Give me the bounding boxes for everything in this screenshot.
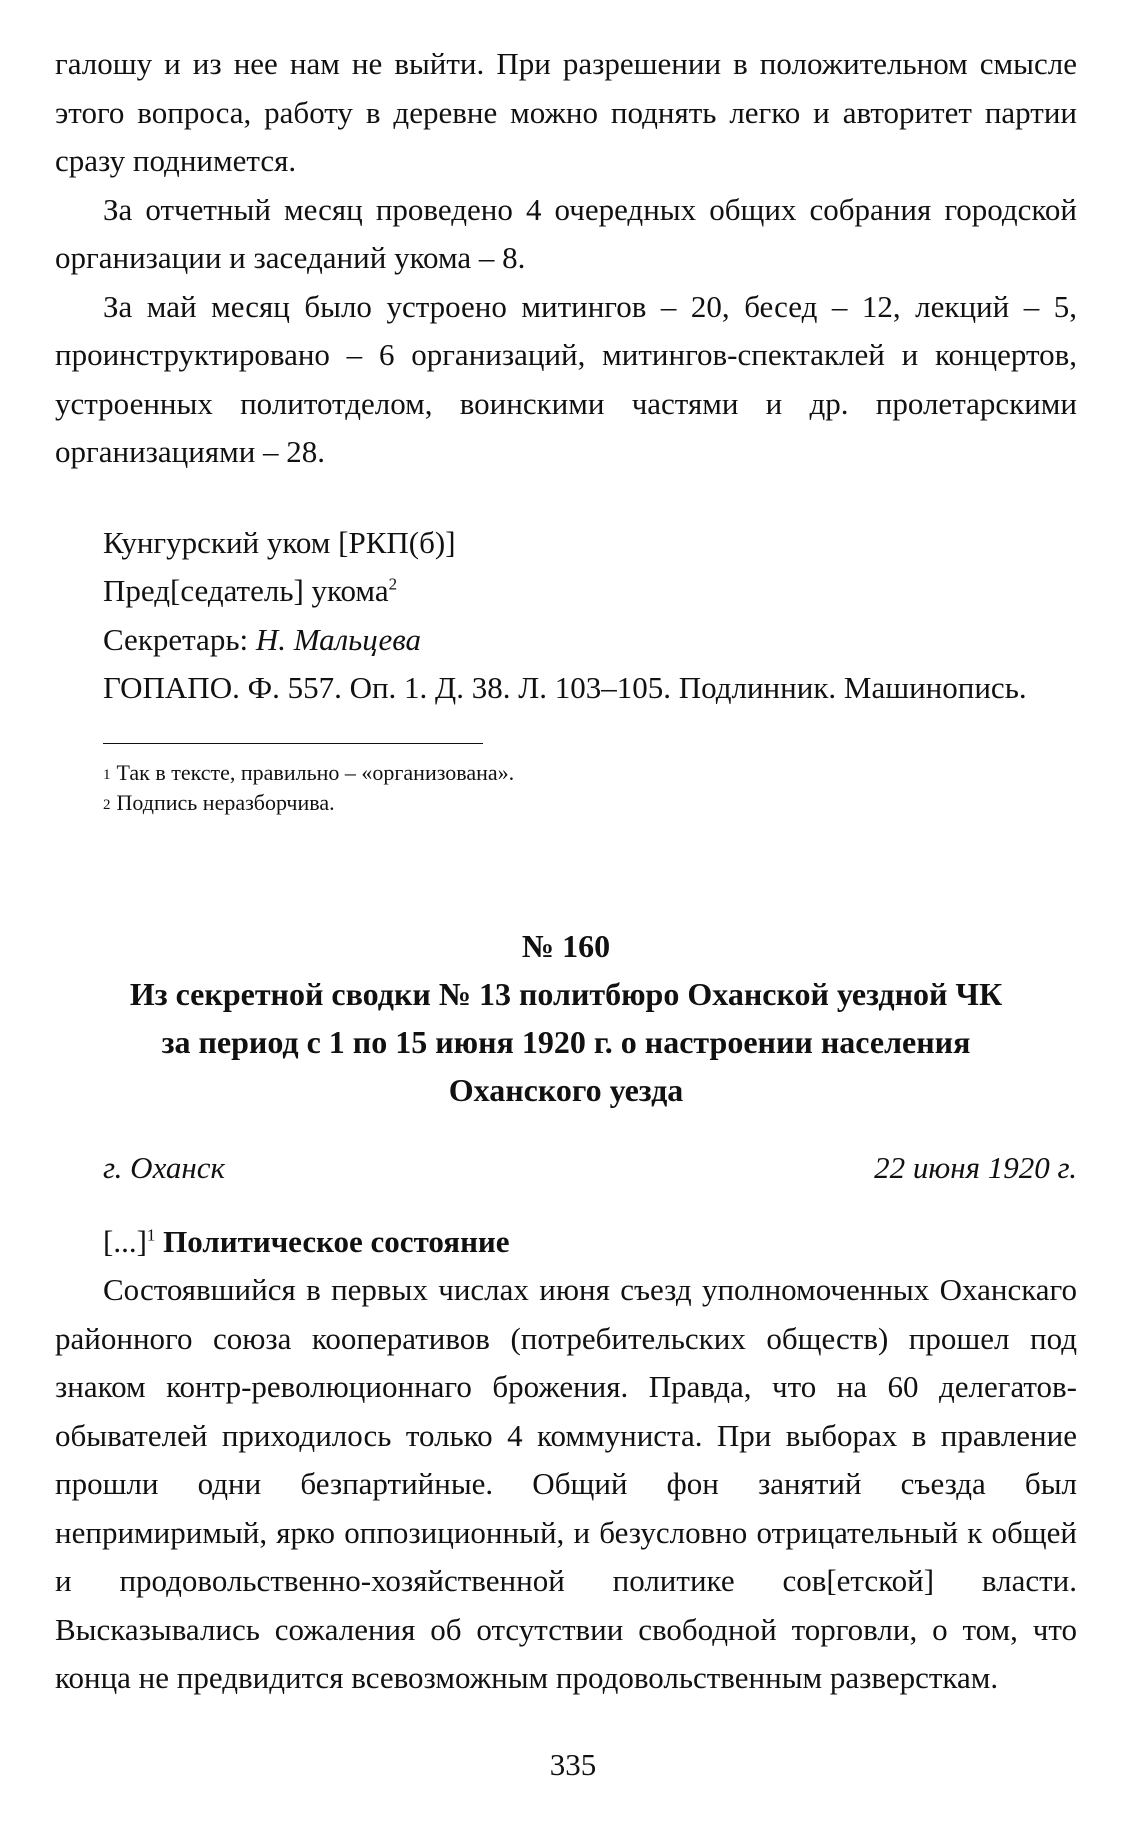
section-heading — [103, 1218, 1077, 1267]
section-omission: [...] — [103, 1223, 147, 1259]
footnote-1-text: Так в тексте, правильно – «организована». — [116, 759, 515, 785]
document-title-line-1: Из секретной сводки № 13 политбюро Оханской уездной ЧК — [129, 975, 1003, 1012]
footnote-1 — [103, 758, 1077, 788]
footnote-2-mark: 2 — [103, 796, 111, 813]
footnote-divider — [103, 743, 483, 744]
document-title-line-2: за период с 1 по 15 июня 1920 г. о настроении населения — [161, 1023, 971, 1060]
document-date: 22 июня 1920 г. — [874, 1149, 1077, 1185]
signature-chair — [103, 567, 1077, 616]
dateline-spacer — [55, 1192, 1077, 1218]
paragraph-meetings: За отчетный месяц проведено 4 очередных общих собрания городской организации и заседаний укома – 8. — [55, 191, 1077, 275]
section-title: Политическое состояние — [155, 1223, 510, 1259]
footnote-2 — [103, 788, 1077, 818]
document-title-line-3: Оханского уезда — [448, 1071, 684, 1108]
dateline — [103, 1144, 1077, 1192]
signature-block — [55, 519, 1077, 665]
footnote-2-text: Подпись неразборчива. — [116, 789, 335, 815]
paragraph-continued: галошу и из нее нам не выйти. При разрешении в положительном смысле этого вопроса, работу в деревне можно поднять легко и авторитет партии сразу поднимется. — [55, 46, 1077, 178]
signature-secretary-name: Н. Мальцева — [255, 621, 421, 657]
signature-secretary — [103, 616, 1077, 665]
section-spacer — [55, 818, 1077, 922]
footnote-ref-1: 1 — [146, 1225, 156, 1245]
title-spacer — [55, 1114, 1077, 1144]
page-content — [55, 40, 1077, 1703]
document-number: № 160 — [521, 927, 611, 964]
document-place: г. Оханск — [103, 1149, 226, 1185]
page-number: 335 — [549, 1747, 597, 1782]
footnote-1-mark: 1 — [103, 766, 111, 783]
signature-chair-label: Пред[седатель] укома — [103, 573, 389, 608]
signature-org: Кунгурский уком [РКП(б)] — [103, 524, 456, 560]
footnote-ref-2: 2 — [388, 574, 398, 594]
archive-reference: ГОПАПО. Ф. 557. Оп. 1. Д. 38. Л. 103–105. Подлинник. Машинопись. — [103, 670, 1027, 705]
paragraph-events: За май месяц было устроено митингов – 20, бесед – 12, лекций – 5, проинструктировано – 6 организаций, митингов-спектаклей и концертов, устроенных политотделом, воинскими частями и др. пролетарскими организациями – 28. — [55, 288, 1077, 469]
signature-secretary-label: Секретарь: — [103, 621, 256, 657]
document-body: Состоявшийся в первых числах июня съезд уполномоченных Оханскаго районного союза кооперативов (потребительских обществ) прошел под знаком контр-революционнаго брожения. Правда, что на 60 делегатов-обывателей приходилось только 4 коммуниста. При выборах в правление прошли одни безпартийные. Общий фон занятий съезда был непримиримый, ярко оппозиционный, и безусловно отрицательный к общей и продовольственно-хозяйственной политике сов[етской] власти. Высказывались сожаления об отсутствии свободной торговли, о том, что конца не предвидится всевозможным продовольственным разверсткам. — [55, 1272, 1077, 1695]
